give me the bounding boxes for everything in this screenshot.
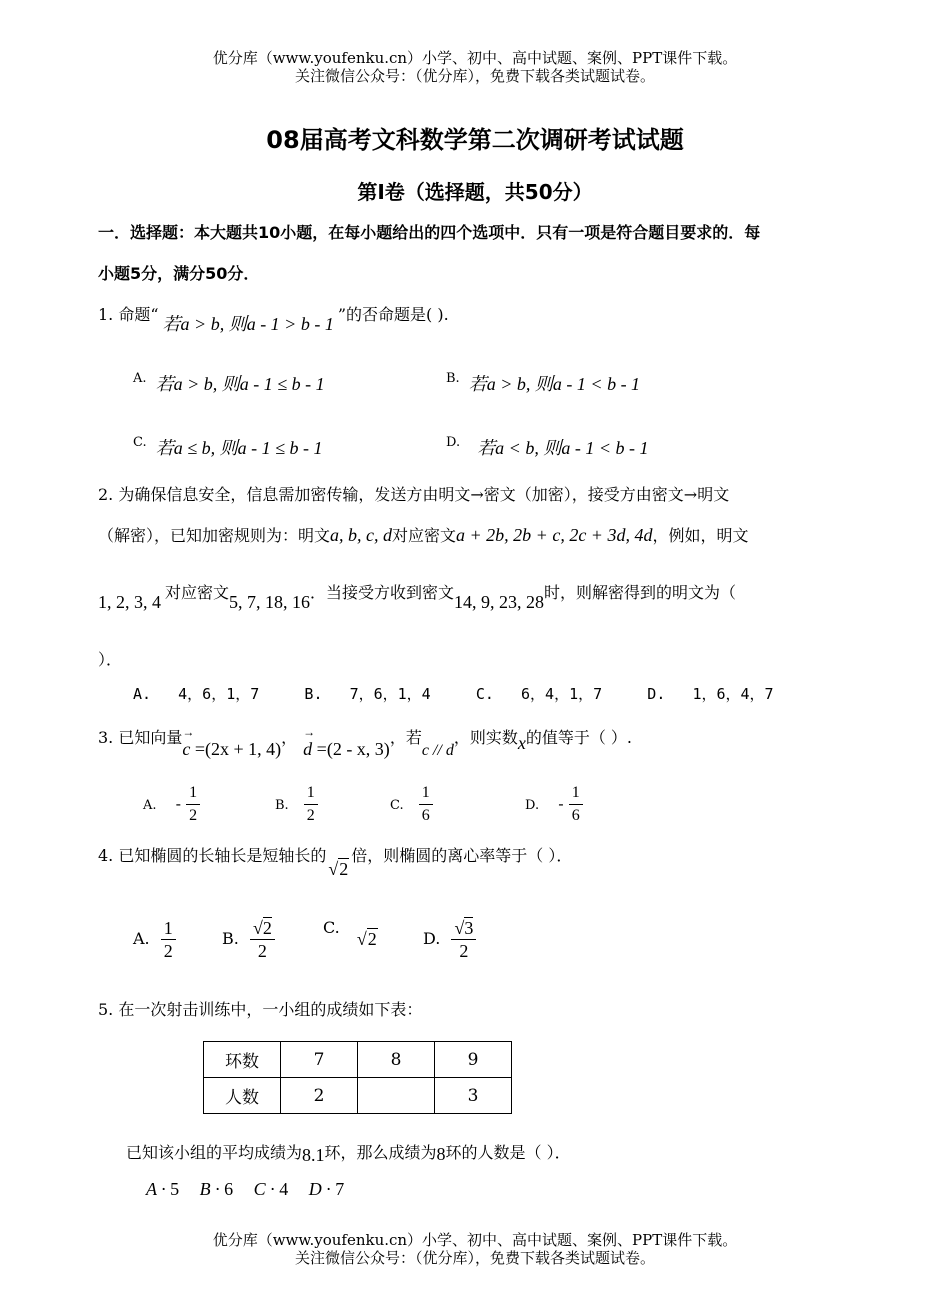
q2-line3-a: 对应密文 — [165, 583, 230, 602]
table-cell: 9 — [435, 1042, 512, 1078]
q2-example-cipher: 5, 7, 18, 16 — [229, 592, 311, 612]
q4-prefix: 4. 已知椭圆的长轴长是短轴长的 — [98, 846, 327, 865]
footer-line-1: 优分库（www.youfenku.cn）小学、初中、高中试题、案例、PPT课件下载。 — [212, 1231, 738, 1249]
arrow-icon: → — [683, 485, 698, 504]
q5-line-b: 环，那么成绩为 — [324, 1143, 437, 1162]
q2-received-cipher: 14, 9, 23, 28 — [454, 592, 545, 612]
score-table — [203, 1041, 512, 1114]
section-instructions-line-1: 一．选择题：本大题共10小题，在每小题给出的四个选项中．只有一项是符合题目要求的．每 — [98, 223, 761, 242]
q3-option-a[interactable]: A. - $\frac{1}{2}$ — [143, 782, 200, 827]
q5-option-a[interactable]: A · 5 — [146, 1179, 180, 1199]
q1-option-c-text: 若a ≤ b, 则a - 1 ≤ b - 1 — [155, 438, 323, 458]
q2-cipher-rule: a + 2b, 2b + c, 2c + 3d, 4d — [456, 525, 653, 545]
q2-line3-c: 时，则解密得到的明文为（ — [544, 583, 737, 602]
table-cell — [358, 1078, 435, 1114]
q2-line1-a: 2. 为确保信息安全，信息需加密传输，发送方由明文 — [98, 485, 471, 504]
q1-option-d-label: D. — [446, 435, 461, 450]
table-cell: 2 — [281, 1078, 358, 1114]
q4-option-c[interactable]: C. √2 — [323, 918, 377, 949]
table-row — [204, 1078, 512, 1114]
question-3 — [98, 725, 633, 759]
q4-option-a[interactable]: A. $\frac{1}{2}$ — [133, 917, 176, 962]
q4-suffix: 倍，则椭圆的离心率等于（ ）． — [351, 846, 573, 865]
table-cell: 7 — [281, 1042, 358, 1078]
page-title: 08届高考文科数学第二次调研考试试题 — [266, 126, 684, 154]
q2-line2-c: ，例如，明文 — [652, 526, 749, 545]
question-5: 5. 在一次射击训练中，一小组的成绩如下表： — [98, 1000, 423, 1019]
header-line-2: 关注微信公众号：（优分库），免费下载各类试题试卷。 — [294, 67, 655, 85]
question-2-line-3 — [98, 580, 737, 612]
q3-mid2: ，则实数 — [453, 728, 518, 747]
q2-example-plain: 1, 2, 3, 4 — [98, 592, 161, 612]
section-instructions-line-2: 小题5分，满分50分． — [98, 264, 260, 283]
q2-line1-b: 密文（加密），接受方由密文 — [483, 485, 684, 504]
q5-option-b[interactable]: B · 6 — [199, 1179, 234, 1199]
q1-statement: 若a > b, 则a - 1 > b - 1 — [162, 314, 334, 334]
q3-var: x — [517, 733, 526, 753]
q3-suffix: 的值等于（ ）. — [525, 728, 633, 747]
q2-line3-b: ．当接受方收到密文 — [310, 583, 455, 602]
table-cell: 人数 — [204, 1078, 281, 1114]
q1-option-d-text: 若a < b, 则a - 1 < b - 1 — [477, 438, 649, 458]
table-row — [204, 1042, 512, 1078]
q5-average: 8.1 — [302, 1145, 325, 1165]
arrow-icon: → — [470, 485, 484, 504]
q1-option-c-label: C. — [133, 435, 147, 450]
q2-line2-b: 对应密文 — [392, 526, 457, 545]
q2-options[interactable]: A. 4，6，1，7 B. 7，6，1，4 C. 6，4，1，7 D. 1，6，4，7 — [133, 685, 774, 703]
q3-mid: ，若 — [389, 728, 422, 747]
q2-vars: a, b, c, d — [330, 525, 393, 545]
question-2-line-1 — [98, 482, 729, 505]
section-subtitle: 第Ⅰ卷（选择题，共50分） — [357, 180, 593, 204]
q3-option-d[interactable]: D. - $\frac{1}{6}$ — [525, 782, 583, 827]
q1-option-b-label: B. — [446, 371, 460, 386]
q4-option-b[interactable]: B. $\frac{√2}{2}$ — [222, 917, 275, 962]
q5-option-c[interactable]: C · 4 — [253, 1179, 289, 1199]
q3-prefix: 3. 已知向量 — [98, 728, 183, 747]
q4-radical: √2 — [328, 859, 349, 879]
q5-followup — [126, 1140, 571, 1163]
q2-line2-a: （解密），已知加密规则为：明文 — [98, 526, 331, 545]
q2-line1-c: 明文 — [697, 485, 730, 504]
q1-suffix: ”的否命题是( ). — [337, 305, 449, 324]
q5-line-c: 环的人数是（ ）． — [445, 1143, 571, 1162]
table-cell: 3 — [435, 1078, 512, 1114]
footer-line-2: 关注微信公众号：（优分库），免费下载各类试题试卷。 — [294, 1249, 655, 1267]
q3-parallel: c // d — [421, 742, 454, 759]
q1-prefix: 1. 命题“ — [98, 305, 159, 324]
question-2-line-2 — [98, 523, 748, 546]
q1-option-a-label: A. — [133, 371, 147, 386]
q1-option-c[interactable] — [133, 426, 323, 458]
q5-eight: 8 — [436, 1144, 446, 1164]
q3-vector-c: → c =(2x + 1, 4) — [182, 725, 282, 759]
q4-option-d[interactable]: D. $\frac{√3}{2}$ — [423, 917, 476, 962]
q3-option-c[interactable]: C. $\frac{1}{6}$ — [390, 782, 433, 827]
question-1 — [98, 300, 449, 334]
q3-vector-d: → d =(2 - x, 3) — [303, 725, 390, 759]
q5-options — [146, 1179, 344, 1200]
header-line-1: 优分库（www.youfenku.cn）小学、初中、高中试题、案例、PPT课件下载。 — [212, 49, 738, 67]
table-cell: 8 — [358, 1042, 435, 1078]
q3-separator: ， — [281, 728, 298, 747]
q1-option-b-text: 若a > b, 则a - 1 < b - 1 — [468, 374, 641, 394]
q1-option-a-text: 若a > b, 则a - 1 ≤ b - 1 — [155, 374, 325, 394]
question-2-line-4: ）． — [98, 650, 123, 669]
question-4 — [98, 843, 573, 879]
q1-option-d[interactable] — [446, 426, 649, 458]
table-cell: 环数 — [204, 1042, 281, 1078]
q5-option-d[interactable]: D · 7 — [308, 1179, 345, 1199]
q1-option-b[interactable] — [446, 362, 641, 394]
q1-option-a[interactable] — [133, 362, 325, 394]
q5-line-a: 已知该小组的平均成绩为 — [126, 1143, 303, 1162]
q3-option-b[interactable]: B. $\frac{1}{2}$ — [275, 782, 318, 827]
